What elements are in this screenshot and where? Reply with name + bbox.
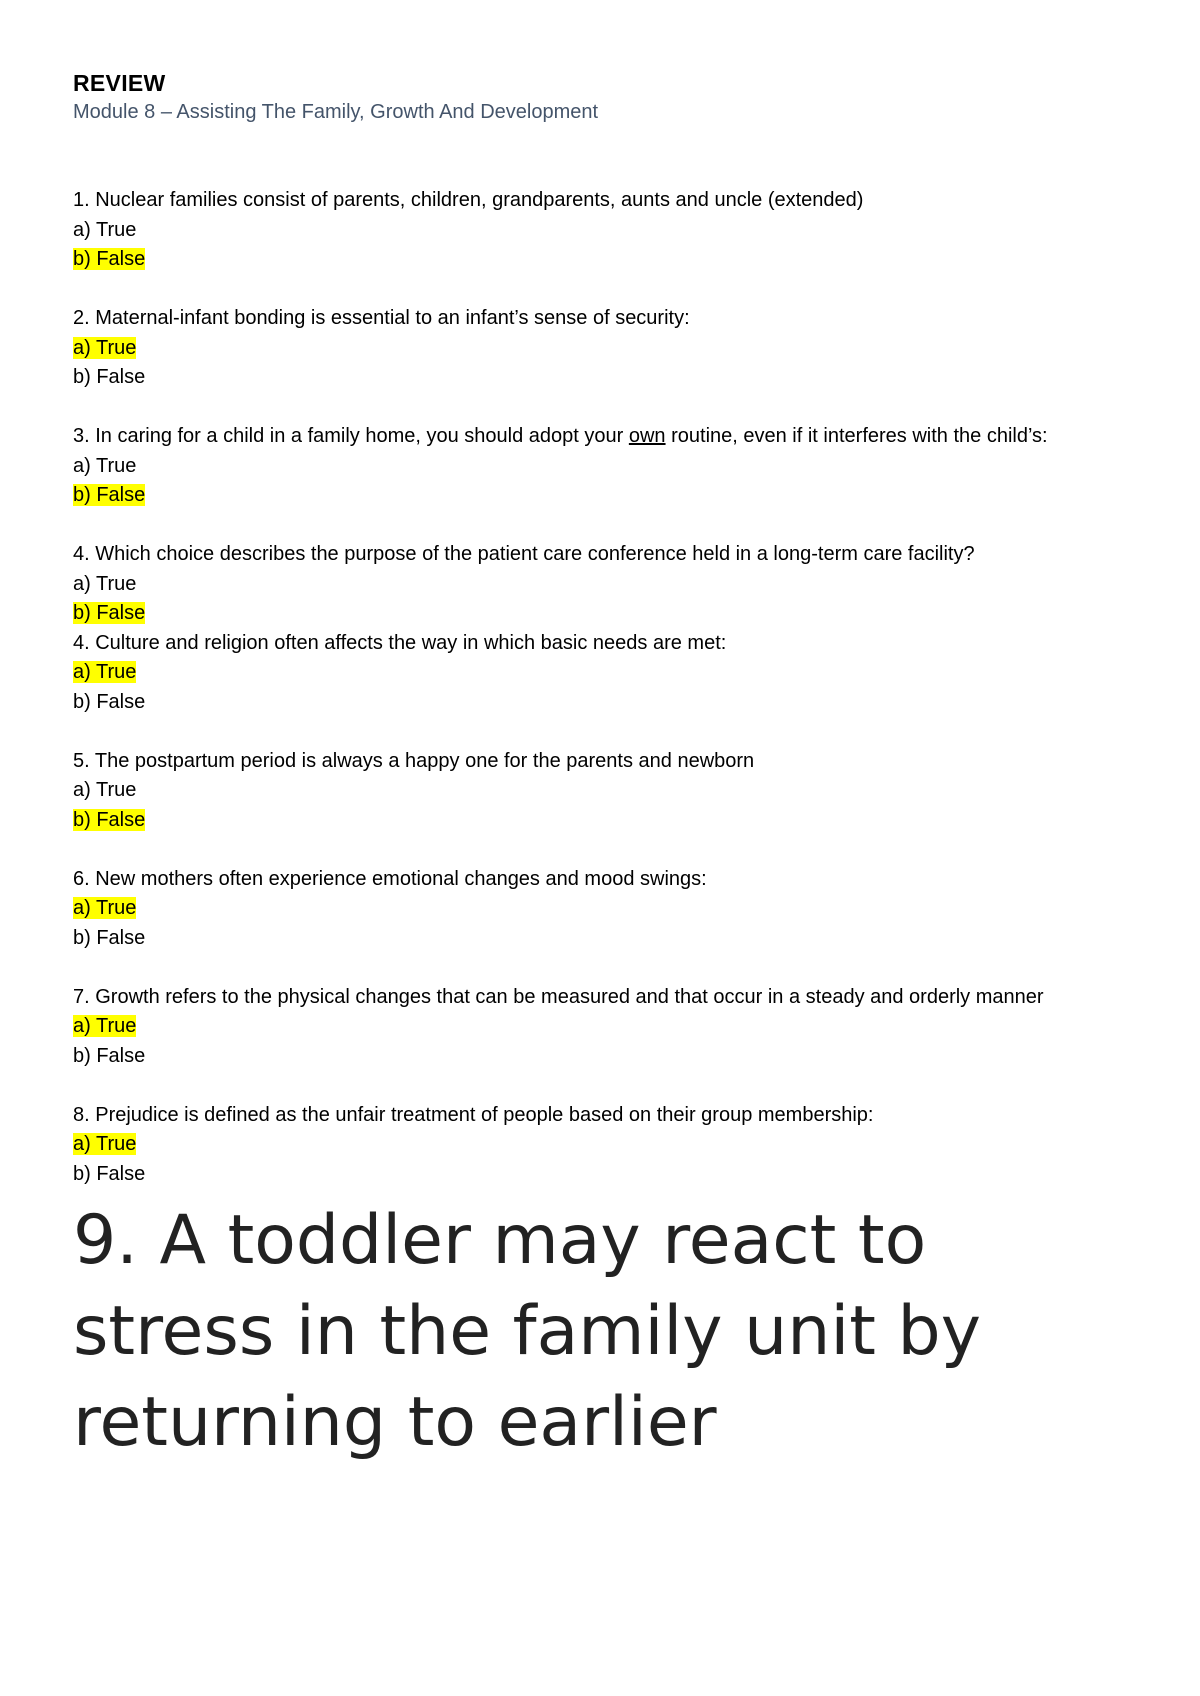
option-label: b) False <box>73 690 146 713</box>
question-1 <box>73 186 1133 275</box>
document-page <box>73 68 1133 1468</box>
option-label: a) True <box>73 454 137 477</box>
question-8-option-a <box>73 1130 1133 1160</box>
correct-answer-highlight: b) False <box>73 484 146 506</box>
correct-answer-highlight: a) True <box>73 661 137 683</box>
question-3-option-b <box>73 481 1133 511</box>
question-3-underlined-word: own <box>628 425 666 447</box>
question-4b-option-a <box>73 658 1133 688</box>
correct-answer-highlight: a) True <box>73 336 137 359</box>
question-4a-option-b <box>73 599 1133 629</box>
correct-answer-highlight: b) False <box>73 808 146 831</box>
question-7-text: 7. Growth refers to the physical changes that can be measured and that occur in a steady and orderly manner <box>73 985 1044 1008</box>
option-label: a) True <box>73 572 137 595</box>
correct-answer-highlight: b) False <box>73 248 146 270</box>
question-3-text <box>73 422 1133 452</box>
document-title: REVIEW <box>73 70 166 96</box>
question-4b-text: 4. Culture and religion often affects the way in which basic needs are met: <box>73 631 727 654</box>
option-label: b) False <box>73 926 146 949</box>
question-6 <box>73 865 1133 954</box>
question-6-option-a <box>73 894 1133 924</box>
question-9-heading: 9. A toddler may react to stress in the family unit by returning to earlier <box>73 1201 981 1462</box>
question-4a-option-a <box>73 570 1133 600</box>
document-subtitle: Module 8 – Assisting The Family, Growth And Development <box>73 101 599 123</box>
question-5 <box>73 747 1133 836</box>
question-5-option-b <box>73 806 1133 836</box>
question-8-option-b <box>73 1160 1133 1190</box>
option-label: b) False <box>73 1162 146 1185</box>
question-8 <box>73 1101 1133 1190</box>
option-label: b) False <box>73 1044 146 1067</box>
question-4b-option-b <box>73 688 1133 718</box>
question-5-text: 5. The postpartum period is always a happy one for the parents and newborn <box>73 749 755 772</box>
question-1-text: 1. Nuclear families consist of parents, children, grandparents, aunts and uncle (extended) <box>73 189 864 211</box>
question-3-option-a <box>73 452 1133 482</box>
question-8-text: 8. Prejudice is defined as the unfair treatment of people based on their group membership: <box>73 1103 874 1126</box>
question-3 <box>73 422 1133 511</box>
question-2 <box>73 304 1133 393</box>
question-3-text-before: 3. In caring for a child in a family home, you should adopt your <box>73 425 629 447</box>
question-2-option-a <box>73 334 1133 364</box>
correct-answer-highlight: a) True <box>73 1133 137 1155</box>
question-1-option-a <box>73 216 1133 246</box>
question-2-option-b <box>73 363 1133 393</box>
question-6-option-b <box>73 924 1133 954</box>
question-5-option-a <box>73 776 1133 806</box>
option-label: a) True <box>73 218 137 241</box>
correct-answer-highlight: a) True <box>73 1015 137 1037</box>
question-3-text-after: routine, even if it interferes with the child’s: <box>665 425 1048 447</box>
correct-answer-highlight: a) True <box>73 897 137 919</box>
question-4a <box>73 540 1133 629</box>
correct-answer-highlight: b) False <box>73 602 146 624</box>
question-4b <box>73 629 1133 718</box>
option-label: b) False <box>73 366 146 388</box>
question-7 <box>73 983 1133 1072</box>
question-1-option-b <box>73 245 1133 275</box>
question-4a-text: 4. Which choice describes the purpose of the patient care conference held in a long-term care facility? <box>73 543 975 565</box>
question-2-text: 2. Maternal-infant bonding is essential to an infant’s sense of security: <box>73 307 690 329</box>
question-7-option-a <box>73 1012 1133 1042</box>
question-7-option-b <box>73 1042 1133 1072</box>
question-6-text: 6. New mothers often experience emotional changes and mood swings: <box>73 867 707 890</box>
option-label: a) True <box>73 779 137 801</box>
